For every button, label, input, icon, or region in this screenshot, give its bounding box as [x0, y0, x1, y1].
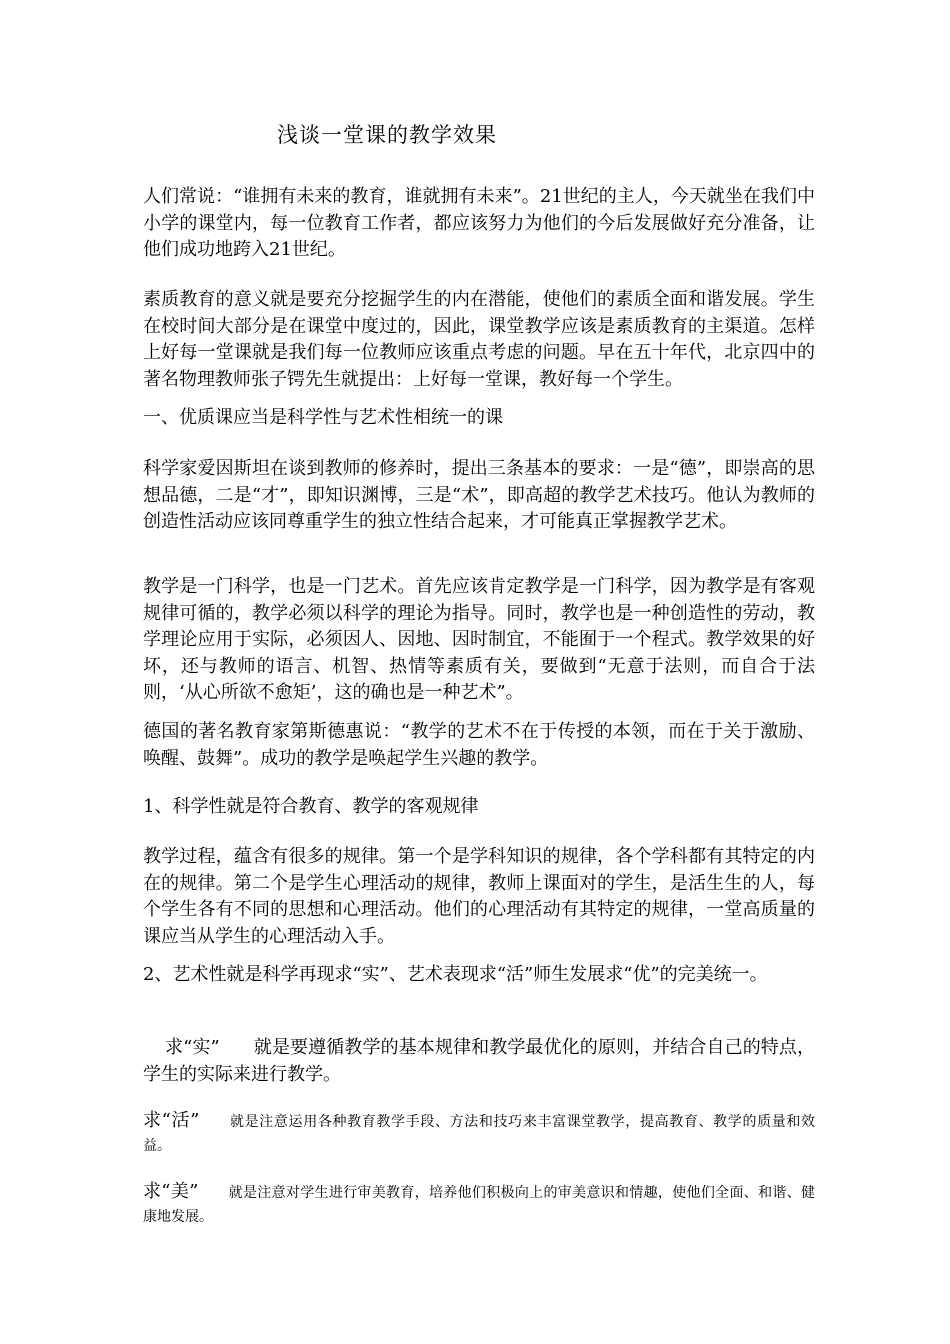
subsection-heading-2: 2、艺术性就是科学再现求“实”、艺术表现求“活”师生发展求“优”的完美统一。 [143, 964, 768, 985]
term-row-mei [143, 1180, 815, 1229]
term-row-shi [143, 1035, 815, 1088]
paragraph-intro: 人们常说：“谁拥有未来的教育，谁就拥有未来”。21世纪的主人，今天就坐在我们中小学的课堂内，每一位教育工作者，都应该努力为他们的今后发展做好充分准备，让他们成功地跨入21世纪。 [143, 186, 815, 260]
subsection-heading-1: 1、科学性就是符合教育、教学的客观规律 [143, 796, 479, 817]
term-row-huo [143, 1109, 815, 1158]
document-title: 浅谈一堂课的教学效果 [277, 123, 497, 147]
section-heading-1: 一、优质课应当是科学性与艺术性相统一的课 [143, 407, 503, 428]
paragraph-teaching-laws: 教学过程，蕴含有很多的规律。第一个是学科知识的规律，各个学科都有其特定的内在的规律。第二个是学生心理活动的规律，教师上课面对的学生，是活生生的人，每个学生各有不同的思想和心理活动。他们的心理活动有其特定的规律，一堂高质量的课应当从学生的心理活动入手。 [143, 846, 815, 947]
term-description: 就是注意对学生进行审美教育，培养他们积极向上的审美意识和情趣，使他们全面、和谐、健康地发展。 [143, 1185, 816, 1225]
paragraph-diesterweg: 德国的著名教育家第斯德惠说：“教学的艺术不在于传授的本领，而在于关于激励、唤醒、鼓舞”。成功的教学是唤起学生兴趣的教学。 [143, 721, 815, 769]
paragraph-quality-education: 素质教育的意义就是要充分挖掘学生的内在潜能，使他们的素质全面和谐发展。学生在校时间大部分是在课堂中度过的，因此，课堂教学应该是素质教育的主渠道。怎样上好每一堂课就是我们每一位教师应该重点考虑的问题。早在五十年代，北京四中的著名物理教师张子锷先生就提出：上好每一堂课，教好每一个学生。 [143, 289, 815, 390]
term-description: 就是注意运用各种教育教学手段、方法和技巧来丰富课堂教学，提高教育、教学的质量和效益。 [143, 1114, 816, 1154]
term-label: 求“活” [143, 1110, 200, 1131]
term-label: 求“实” [165, 1037, 220, 1058]
term-description: 就是要遵循教学的基本规律和教学最优化的原则，并结合自己的特点，学生的实际来进行教学。 [143, 1037, 816, 1085]
paragraph-einstein: 科学家爱因斯坦在谈到教师的修养时，提出三条基本的要求：一是“德”，即崇高的思想品德，二是“才”，即知识渊博，三是“术”，即高超的教学艺术技巧。他认为教师的创造性活动应该同尊重学生的独立性结合起来，才可能真正掌握教学艺术。 [143, 458, 815, 532]
paragraph-science-art: 教学是一门科学，也是一门艺术。首先应该肯定教学是一门科学，因为教学是有客观规律可循的，教学必须以科学的理论为指导。同时，教学也是一种创造性的劳动，教学理论应用于实际，必须因人、因地、因时制宜，不能囿于一个程式。教学效果的好坏，还与教师的语言、机智、热情等素质有关，要做到“无意于法则，而自合于法则，‘从心所欲不愈矩’，这的确也是一种艺术”。 [143, 576, 815, 703]
term-label: 求“美” [143, 1181, 199, 1202]
